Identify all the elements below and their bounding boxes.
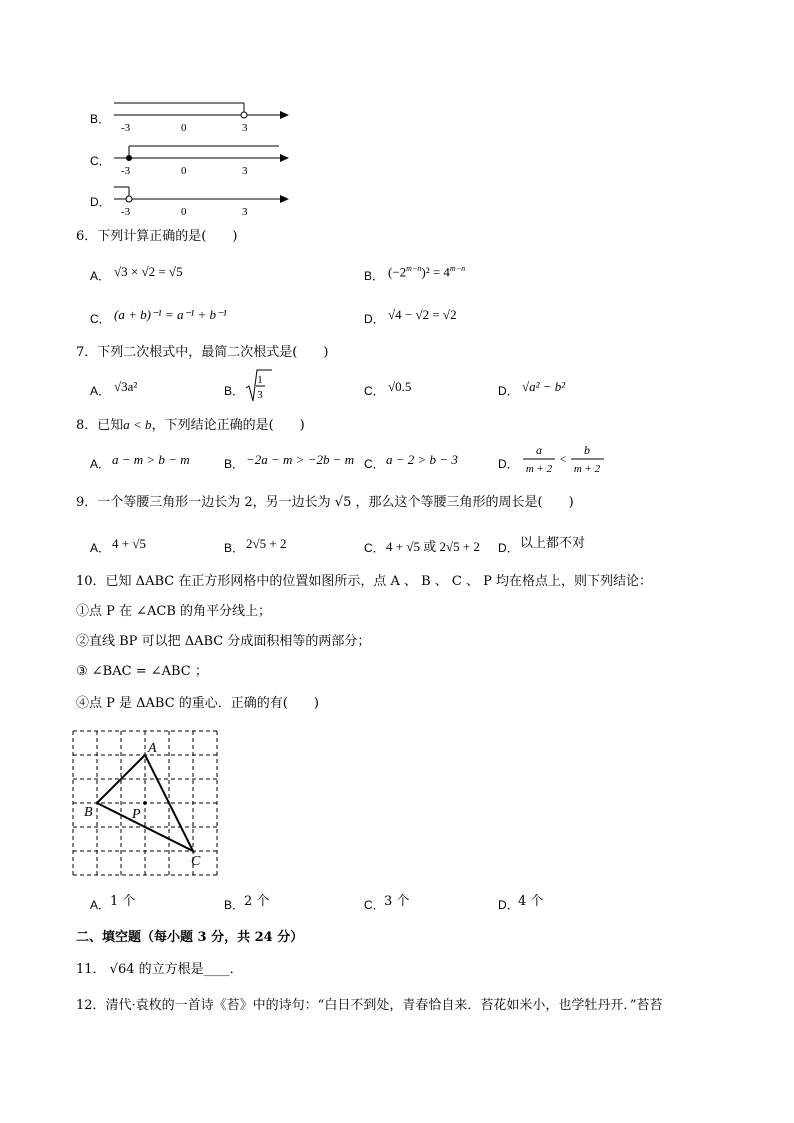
q7-option-d-expr: √a² − b² bbox=[522, 379, 566, 394]
q6-option-a-expr: √3 × √2 = √5 bbox=[114, 264, 183, 279]
q9-option-d-expr: 以上都不对 bbox=[520, 536, 586, 551]
fraction-numerator: a bbox=[536, 443, 542, 457]
q7-option-c-expr: √0.5 bbox=[388, 379, 412, 394]
q5-option-b-label: B． bbox=[90, 112, 111, 126]
q10-option-a-expr: 1 个 bbox=[110, 894, 136, 909]
q7-option-b-label: B． bbox=[224, 384, 245, 398]
q8-stem: 8．已知a < b，下列结论正确的是( ) bbox=[76, 417, 305, 433]
q10-grid-figure bbox=[70, 728, 220, 880]
q6-option-a-label: A． bbox=[90, 269, 111, 283]
tick-label: 0 bbox=[181, 206, 187, 218]
q9-option-d-label: D． bbox=[498, 541, 519, 555]
q9-option-c-label: C． bbox=[364, 541, 385, 555]
q7-stem: 7．下列二次根式中，最简二次根式是( ) bbox=[76, 345, 329, 360]
q10-option-d-label: D． bbox=[498, 898, 519, 912]
q9-option-b-expr: 2√5 + 2 bbox=[246, 536, 287, 551]
q8-option-b-label: B． bbox=[224, 457, 245, 471]
q11-stem: 11． √64 的立方根是____． bbox=[76, 962, 243, 977]
q8-option-d-fraction bbox=[520, 440, 610, 478]
point-p bbox=[143, 801, 147, 805]
q5-option-c-number-line bbox=[112, 143, 292, 179]
fraction-denominator: m + 2 bbox=[573, 463, 601, 475]
q10-statement-3: ③ ∠BAC = ∠ABC ； bbox=[76, 664, 208, 679]
q10-option-b-label: B． bbox=[224, 898, 245, 912]
tick-label: -3 bbox=[121, 206, 131, 218]
fraction-numerator: 1 bbox=[257, 374, 263, 386]
q9-option-a-label: A． bbox=[90, 541, 111, 555]
q9-option-a-expr: 4 + √5 bbox=[112, 536, 146, 551]
fraction-denominator: 3 bbox=[257, 389, 263, 401]
q6-option-c-label: C． bbox=[90, 312, 111, 326]
q6-option-d-label: D． bbox=[364, 312, 385, 326]
q10-option-d-expr: 4 个 bbox=[518, 894, 544, 909]
vertex-label-b: B bbox=[84, 805, 93, 820]
q8-option-c-label: C． bbox=[364, 457, 385, 471]
q8-option-a-label: A． bbox=[90, 457, 111, 471]
q7-option-d-label: D． bbox=[498, 384, 519, 398]
q10-option-a-label: A． bbox=[90, 898, 111, 912]
q10-option-c-label: C． bbox=[364, 898, 385, 912]
vertex-label-a: A bbox=[148, 741, 157, 756]
q7-option-a-label: A． bbox=[90, 384, 111, 398]
q7-option-a-expr: √3a² bbox=[114, 379, 138, 394]
q6-option-c-expr: (a + b)⁻¹ = a⁻¹ + b⁻¹ bbox=[114, 307, 227, 322]
q9-stem: 9．一个等腰三角形一边长为 2，另一边长为 √5 ，那么这个等腰三角形的周长是( ) bbox=[76, 495, 574, 510]
point-label-p: P bbox=[132, 807, 141, 822]
q10-statement-1: ①点 P 在 ∠ACB 的角平分线上； bbox=[76, 604, 272, 619]
fraction-numerator: b bbox=[584, 443, 590, 457]
q7-option-b-fraction bbox=[244, 368, 274, 404]
q10-stem: 10．已知 ΔABC 在正方形网格中的位置如图所示，点 A 、 B 、 C 、 P 均在格点上，则下列结论： bbox=[76, 574, 653, 589]
q9-option-c-expr: 4 + √5 或 2√5 + 2 bbox=[386, 539, 480, 554]
q8-option-a-expr: a − m > b − m bbox=[112, 452, 190, 467]
q8-option-b-expr: −2a − m > −2b − m bbox=[246, 452, 355, 467]
fraction-denominator: m + 2 bbox=[525, 463, 553, 475]
q6-stem: 6．下列计算正确的是( ) bbox=[76, 229, 238, 244]
q5-option-c-label: C． bbox=[90, 154, 111, 168]
q6-option-b-label: B． bbox=[364, 269, 385, 283]
tick-label: -3 bbox=[121, 165, 131, 177]
q12-stem: 12．清代·袁枚的一首诗《苔》中的诗句：“白日不到处，青春恰自来．苔花如米小，也学牡丹开．”苔苔 bbox=[76, 998, 663, 1013]
q10-option-c-expr: 3 个 bbox=[384, 894, 410, 909]
q5-option-d-number-line bbox=[112, 184, 292, 220]
tick-label: 0 bbox=[181, 165, 187, 177]
vertex-label-c: C bbox=[191, 854, 201, 869]
q9-option-b-label: B． bbox=[224, 541, 245, 555]
tick-label: 0 bbox=[181, 122, 187, 134]
q6-option-b-expr: $(-2^{m-n})^2 = 4^{m-n}$ bbox=[388, 264, 466, 280]
q8-option-d-label: D． bbox=[498, 457, 519, 471]
q10-statement-2: ②直线 BP 可以把 ΔABC 分成面积相等的两部分； bbox=[76, 634, 371, 649]
q8-option-c-expr: a − 2 > b − 3 bbox=[386, 452, 458, 467]
q6-option-d-expr: √4 − √2 = √2 bbox=[388, 307, 457, 322]
q5-option-d-label: D． bbox=[90, 195, 111, 209]
q5-option-b-number-line bbox=[112, 100, 292, 136]
q10-statement-4: ④点 P 是 ΔABC 的重心．正确的有( ) bbox=[76, 696, 319, 711]
tick-label: 3 bbox=[242, 122, 248, 134]
tick-label: 3 bbox=[242, 165, 248, 177]
q10-option-b-expr: 2 个 bbox=[244, 894, 270, 909]
q7-option-c-label: C． bbox=[364, 384, 385, 398]
section-heading: 二、填空题（每小题 3 分，共 24 分） bbox=[76, 930, 304, 945]
tick-label: -3 bbox=[121, 122, 131, 134]
tick-label: 3 bbox=[242, 206, 248, 218]
comparison-sign: < bbox=[559, 452, 567, 466]
